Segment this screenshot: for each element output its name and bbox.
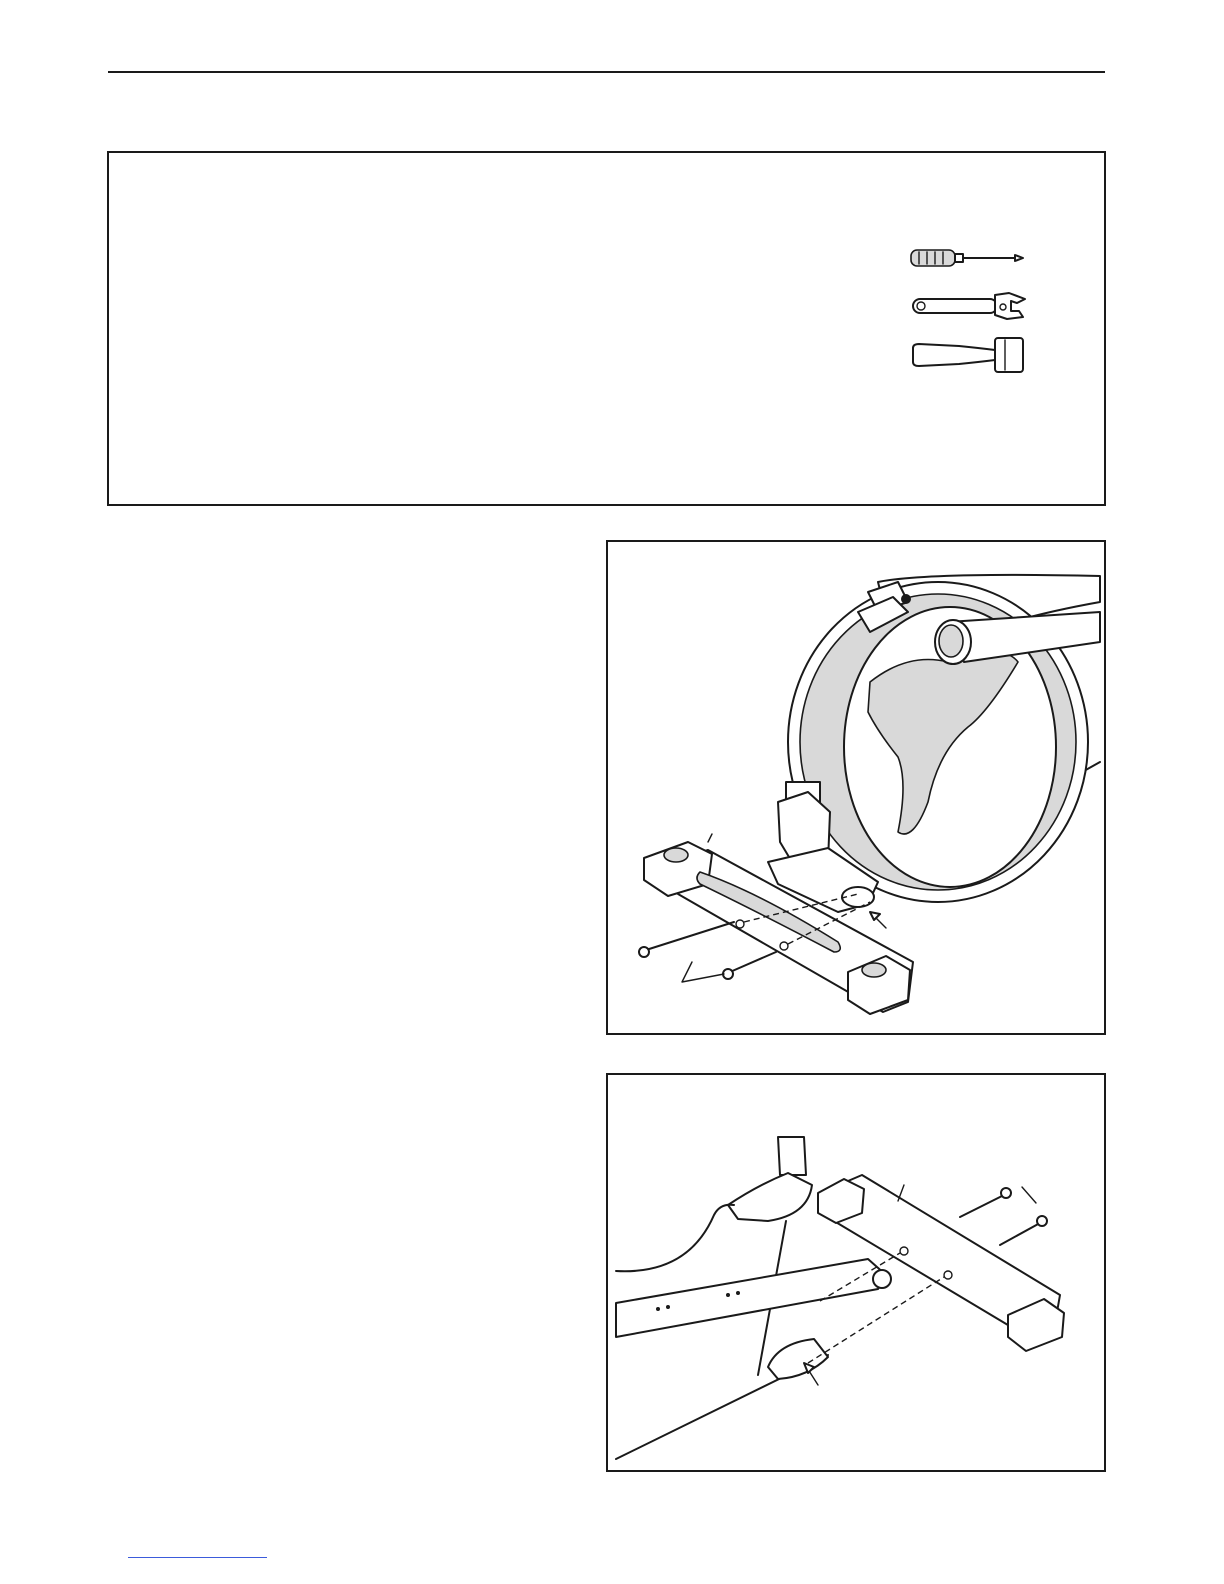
tools-box [107,151,1106,506]
front-stabilizer-icon [608,542,1104,1033]
footer-link-underline[interactable] [128,1557,267,1558]
phillips-screwdriver-icon [909,246,1029,270]
assembly-figure-1 [606,540,1106,1035]
rear-stabilizer-icon [608,1075,1104,1470]
adjustable-wrench-icon [909,289,1029,323]
rubber-mallet-icon [909,336,1029,376]
assembly-figure-2 [606,1073,1106,1472]
top-rule [108,71,1105,73]
